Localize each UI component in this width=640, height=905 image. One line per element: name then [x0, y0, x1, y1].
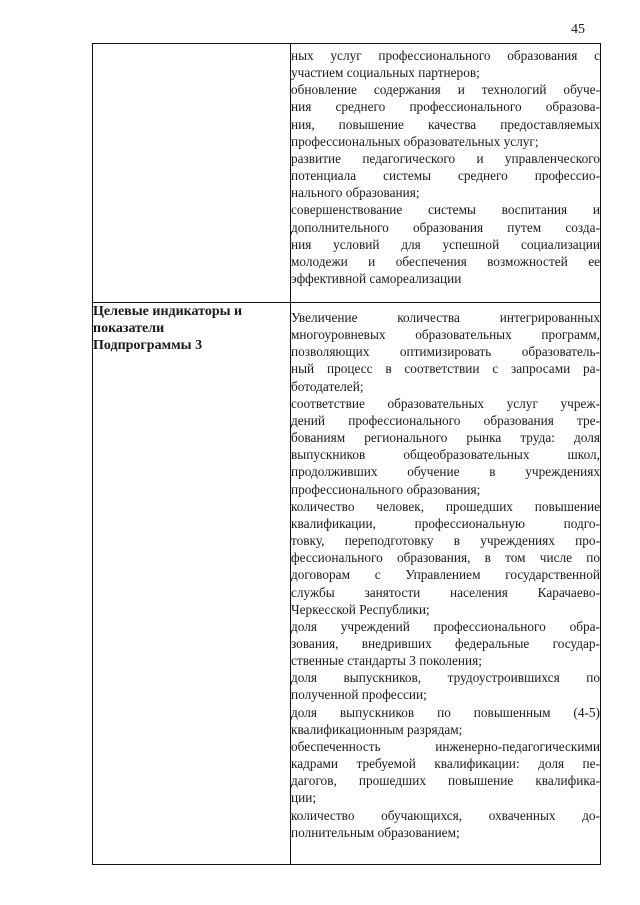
- text-line: фессионального образования, в том числе по: [291, 550, 600, 566]
- text-line: профессионального образования;: [291, 481, 481, 497]
- row-label-line: Подпрограммы 3: [93, 338, 203, 353]
- text-line: ния условий для успешной социализации: [291, 236, 600, 252]
- text-line: продолживших обучение в учреждениях: [291, 464, 600, 480]
- text-line: ния среднего профессионального образова-: [291, 99, 600, 115]
- text-line: участием социальных партнеров;: [291, 65, 480, 81]
- text-line: ственные стандарты 3 поколения;: [291, 653, 482, 669]
- text-line: доля учреждений профессионального обра-: [291, 618, 600, 634]
- text-line: доля выпускников, трудоустроившихся по: [291, 670, 600, 686]
- row-label-line: Целевые индикаторы и: [93, 304, 243, 319]
- text-line: полученной профессии;: [291, 687, 427, 703]
- text-line: молодежи и обеспечения возможностей ее: [291, 253, 600, 269]
- text-line: товку, переподготовку в учреждениях про-: [291, 533, 600, 549]
- text-line: договорам с Управлением государственной: [291, 567, 600, 583]
- program-table: [92, 43, 601, 865]
- text-line: профессиональных образовательных услуг;: [291, 133, 539, 149]
- text-line: ный процесс в соответствии с запросами ра-: [291, 361, 600, 377]
- text-line: службы занятости населения Карачаево-: [291, 584, 600, 600]
- row-text-cell: [291, 303, 601, 865]
- text-line: квалификационным разрядам;: [291, 721, 463, 737]
- text-line: совершенствование системы воспитания и: [291, 202, 600, 218]
- page-number: 45: [571, 22, 585, 37]
- text-line: соответствие образовательных услуг учреж-: [291, 395, 600, 411]
- row-label-line: показатели: [93, 321, 165, 336]
- text-line: ботодателей;: [291, 378, 364, 394]
- text-line: ния, повышение качества предоставляемых: [291, 116, 600, 132]
- text-line: обеспеченность инженерно-педагогическими: [291, 738, 600, 754]
- text-line: потенциала системы среднего профессио-: [291, 168, 600, 184]
- row-text-cell: [291, 44, 601, 303]
- text-line: бованиям регионального рынка труда: доля: [291, 430, 600, 446]
- row-label-cell: [93, 44, 291, 303]
- text-line: квалификации, профессиональную подго-: [291, 515, 600, 531]
- text-line: кадрами требуемой квалификации: доля пе-: [291, 756, 600, 772]
- table-row: [93, 303, 601, 865]
- text-line: зования, внедривших федеральные государ-: [291, 635, 600, 651]
- text-line: развитие педагогического и управленческого: [291, 150, 600, 166]
- text-line: количество обучающихся, охваченных до-: [291, 807, 600, 823]
- text-line: ных услуг профессионального образования с: [291, 48, 600, 63]
- table-row: [93, 44, 601, 303]
- text-line: позволяющих оптимизировать образователь-: [291, 344, 600, 360]
- text-line: эффективной самореализации: [291, 271, 462, 287]
- text-line: доля выпускников по повышенным (4-5): [291, 704, 600, 720]
- text-line: дагогов, прошедших повышение квалифика-: [291, 773, 600, 789]
- text-line: обновление содержания и технологий обуче-: [291, 82, 600, 98]
- text-line: выпускников общеобразовательных школ,: [291, 447, 600, 463]
- text-line: дений профессионального образования тре-: [291, 412, 600, 428]
- text-line: Увеличение количества интегрированных: [291, 310, 600, 325]
- text-line: нального образования;: [291, 185, 420, 201]
- text-line: многоуровневых образовательных программ,: [291, 327, 600, 343]
- text-line: количество человек, прошедших повышение: [291, 498, 600, 514]
- text-line: полнительным образованием;: [291, 824, 460, 840]
- text-line: Черкесской Республики;: [291, 601, 430, 617]
- text-line: ции;: [291, 790, 317, 806]
- text-line: дополнительного образования путем созда-: [291, 219, 600, 235]
- row-label-cell: [93, 303, 291, 865]
